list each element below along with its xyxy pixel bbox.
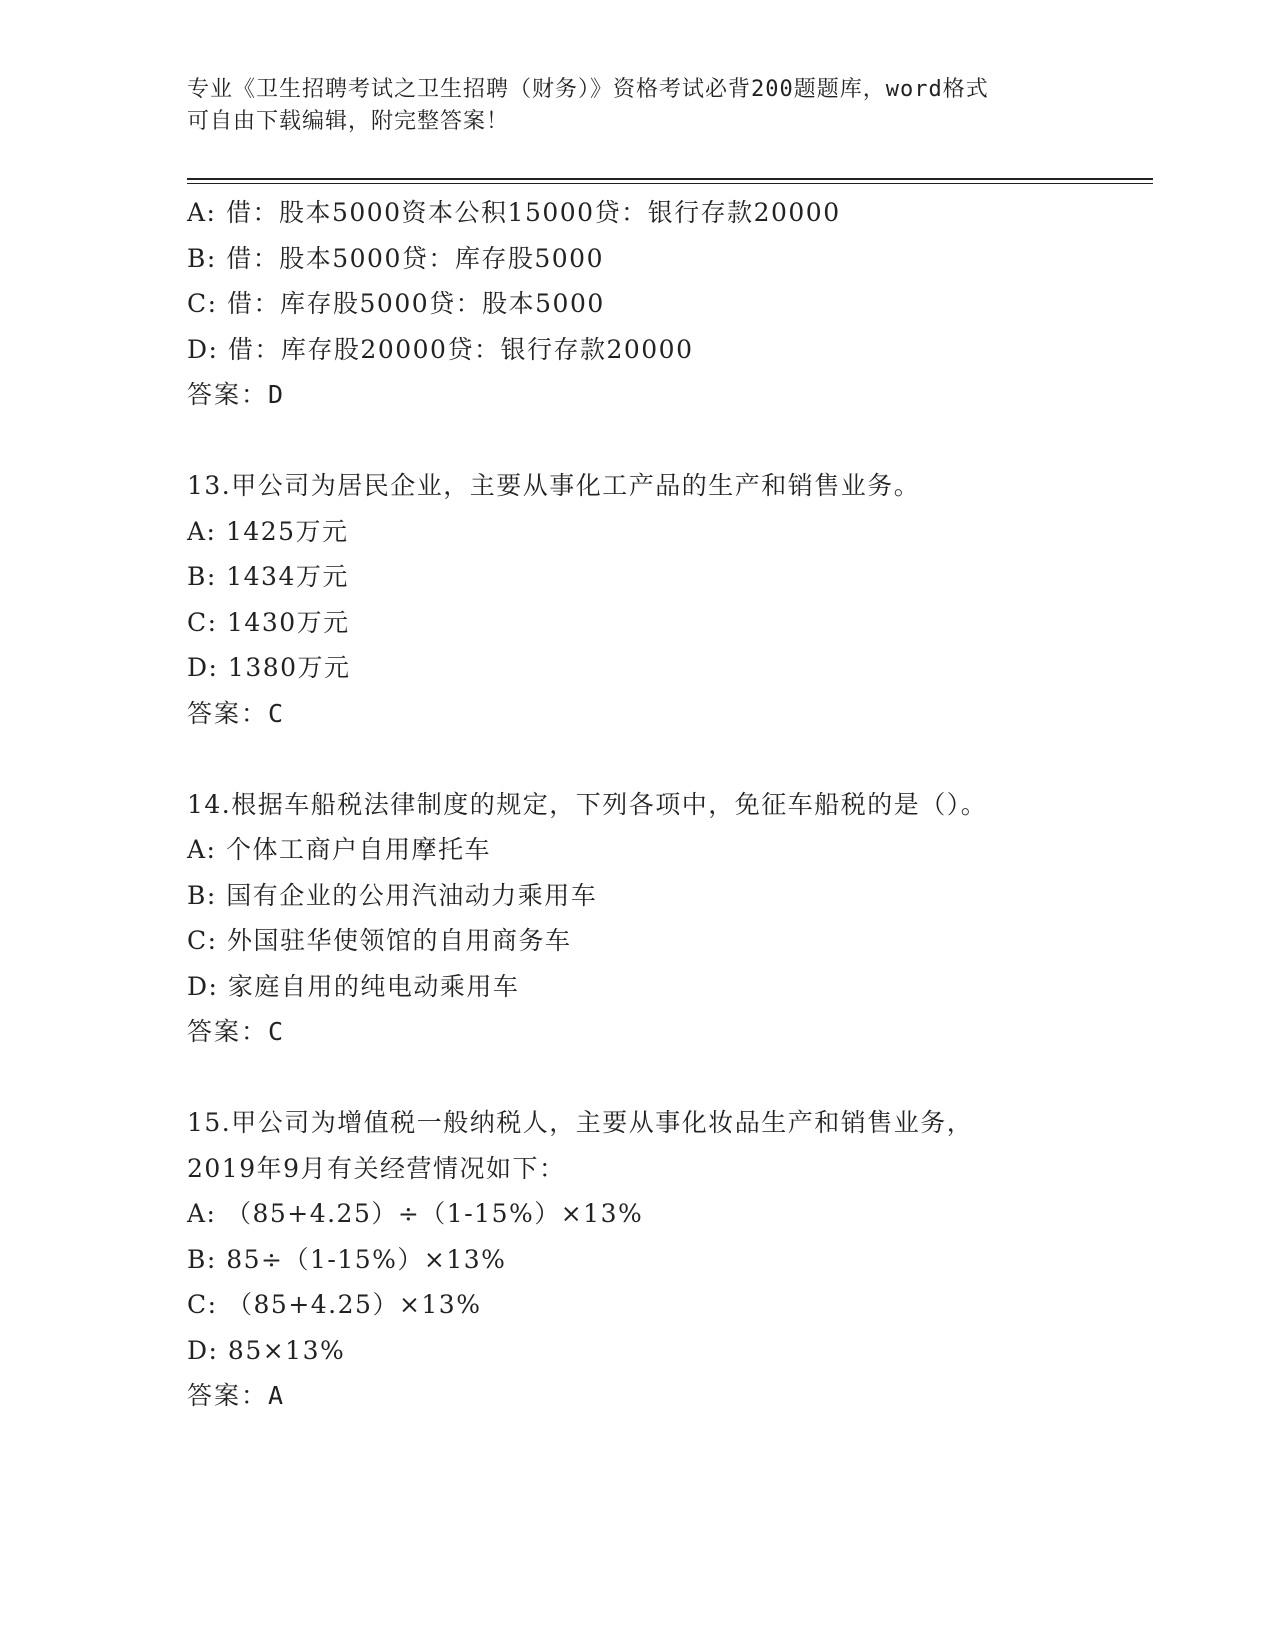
option-row xyxy=(187,236,1147,282)
option-letter: B: xyxy=(187,243,217,273)
option-text: 外国驻华使领馆的自用商务车 xyxy=(227,926,572,955)
document-header xyxy=(187,74,1067,138)
question-stem: 14.根据车船税法律制度的规定，下列各项中，免征车船税的是（）。 xyxy=(187,789,988,819)
option-text: 借：股本5000贷：库存股5000 xyxy=(226,243,604,273)
option-row xyxy=(187,1328,1147,1374)
option-letter: C: xyxy=(187,926,218,955)
option-letter: C: xyxy=(187,1290,218,1319)
option-letter: A: xyxy=(187,516,217,546)
option-letter: B: xyxy=(187,1244,217,1274)
option-text: 85×13% xyxy=(227,1335,346,1365)
answer-line: 答案：A xyxy=(187,1381,286,1410)
header-rule-thin xyxy=(187,183,1153,184)
option-row xyxy=(187,327,1147,373)
question-stem: 15.甲公司为增值税一般纳税人，主要从事化妆品生产和销售业务， xyxy=(187,1108,974,1137)
option-row xyxy=(187,1282,1147,1328)
option-letter: D: xyxy=(187,653,219,682)
option-row xyxy=(187,600,1147,646)
option-row xyxy=(187,281,1147,327)
option-text: 借：库存股20000贷：银行存款20000 xyxy=(227,334,694,364)
option-letter: D: xyxy=(187,334,219,364)
option-text: 国有企业的公用汽油动力乘用车 xyxy=(226,880,598,910)
option-row xyxy=(187,509,1147,555)
option-text: （85+4.25）×13% xyxy=(227,1290,482,1319)
option-text: 1380万元 xyxy=(227,653,351,682)
option-row xyxy=(187,873,1147,919)
answer-line: 答案：D xyxy=(187,380,286,409)
option-row xyxy=(187,645,1147,691)
answer-line: 答案：C xyxy=(187,1017,286,1046)
option-text: 借：库存股5000贷：股本5000 xyxy=(227,289,605,318)
option-letter: C: xyxy=(187,607,218,637)
option-text: 借：股本5000资本公积15000贷：银行存款20000 xyxy=(225,198,841,227)
option-text: （85+4.25）÷（1-15%）×13% xyxy=(225,1199,644,1228)
option-row xyxy=(187,1237,1147,1283)
option-text: 85÷（1-15%）×13% xyxy=(226,1244,507,1274)
answer-line: 答案：C xyxy=(187,698,286,728)
option-letter: B: xyxy=(187,880,217,910)
question-list xyxy=(187,190,1147,1419)
header-line-2: 可自由下载编辑，附完整答案！ xyxy=(187,109,510,134)
option-row xyxy=(187,918,1147,964)
option-letter: C: xyxy=(187,289,218,318)
question-stem: 13.甲公司为居民企业，主要从事化工产品的生产和销售业务。 xyxy=(187,471,921,500)
option-row xyxy=(187,964,1147,1010)
option-text: 1425万元 xyxy=(225,516,349,546)
question-stem: 2019年9月有关经营情况如下： xyxy=(187,1153,566,1183)
option-letter: A: xyxy=(187,198,217,227)
option-letter: A: xyxy=(187,1199,217,1228)
option-text: 家庭自用的纯电动乘用车 xyxy=(227,971,520,1001)
option-row xyxy=(187,554,1147,600)
header-line-1: 专业《卫生招聘考试之卫生招聘（财务）》资格考试必背200题题库，word格式 xyxy=(187,77,989,102)
option-letter: D: xyxy=(187,971,219,1001)
option-row xyxy=(187,190,1147,236)
option-row xyxy=(187,827,1147,873)
option-letter: B: xyxy=(187,562,217,591)
option-text: 1430万元 xyxy=(227,607,350,637)
option-text: 个体工商户自用摩托车 xyxy=(225,835,491,864)
option-letter: A: xyxy=(187,835,217,864)
option-text: 1434万元 xyxy=(226,562,349,591)
option-row xyxy=(187,1191,1147,1237)
header-rule-thick xyxy=(187,178,1153,180)
option-letter: D: xyxy=(187,1335,219,1365)
